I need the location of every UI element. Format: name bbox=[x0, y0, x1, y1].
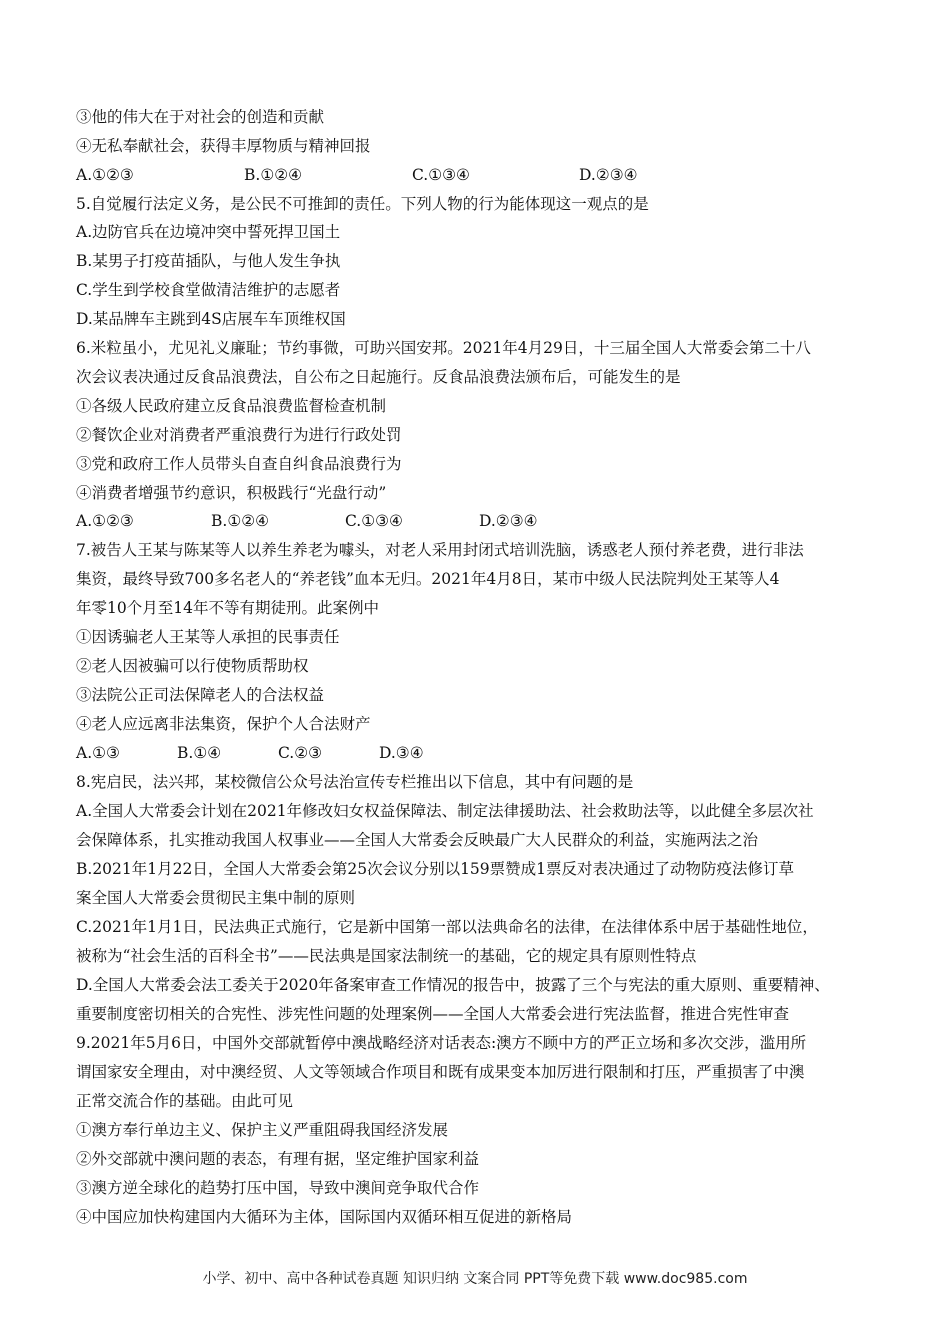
q8-line: B.2021年1月22日，全国人大常委会第25次会议分别以159票赞成1票反对表决通过了动物防疫法修订草 bbox=[76, 860, 795, 878]
q7-item: ③法院公正司法保障老人的合法权益 bbox=[76, 686, 325, 704]
q6-option-d: D.②③④ bbox=[479, 512, 538, 530]
q8-line: 会保障体系，扎实推动我国人权事业——全国人大常委会反映最广大人民群众的利益，实施两法之治 bbox=[76, 831, 759, 849]
q7-item: ④老人应远离非法集资，保护个人合法财产 bbox=[76, 715, 371, 733]
q7-options bbox=[76, 743, 876, 763]
q8-line: 被称为“社会生活的百科全书”——民法典是国家法制统一的基础，它的规定具有原则性特点 bbox=[76, 947, 697, 965]
q9-item: ③澳方逆全球化的趋势打压中国，导致中澳间竞争取代合作 bbox=[76, 1179, 480, 1197]
page-footer: 小学、初中、高中各种试卷真题 知识归纳 文案合同 PPT等免费下载 www.doc985.com bbox=[202, 1271, 748, 1287]
q8-line: A.全国人大常委会计划在2021年修改妇女权益保障法、制定法律援助法、社会救助法等，以此健全多层次社 bbox=[76, 802, 814, 820]
q7-stem-line: 7.被告人王某与陈某等人以养生养老为噱头，对老人采用封闭式培训洗脑，诱惑老人预付养老费，进行非法 bbox=[76, 541, 804, 559]
q7-option-c: C.②③ bbox=[278, 744, 323, 762]
q6-item: ①各级人民政府建立反食品浪费监督检查机制 bbox=[76, 397, 387, 415]
q4-option-d: D.②③④ bbox=[579, 166, 638, 184]
q6-option-a: A.①②③ bbox=[76, 512, 134, 530]
q6-item: ③党和政府工作人员带头自查自纠食品浪费行为 bbox=[76, 455, 402, 473]
q4-option-b: B.①②④ bbox=[244, 166, 303, 184]
q6-item: ④消费者增强节约意识，积极践行“光盘行动” bbox=[76, 484, 387, 502]
q9-item: ④中国应加快构建国内大循环为主体，国际国内双循环相互促进的新格局 bbox=[76, 1208, 573, 1226]
q6-item: ②餐饮企业对消费者严重浪费行为进行行政处罚 bbox=[76, 426, 402, 444]
q8-line: 案全国人大常委会贯彻民主集中制的原则 bbox=[76, 889, 356, 907]
q4-option-c: C.①③④ bbox=[412, 166, 470, 184]
q9-stem-line: 谓国家安全理由，对中澳经贸、人文等领域合作项目和既有成果变本加厉进行限制和打压，严重损害了中澳 bbox=[76, 1063, 805, 1081]
q9-item: ①澳方奉行单边主义、保护主义严重阻碍我国经济发展 bbox=[76, 1121, 449, 1139]
q5-option-c: C.学生到学校食堂做清洁维护的志愿者 bbox=[76, 281, 341, 299]
q5-option-d: D.某品牌车主跳到4S店展车车顶维权国 bbox=[76, 310, 346, 328]
q6-option-c: C.①③④ bbox=[345, 512, 403, 530]
q5-option-a: A.边防官兵在边境冲突中誓死捍卫国土 bbox=[76, 223, 341, 241]
q4-item-3: ③他的伟大在于对社会的创造和贡献 bbox=[76, 108, 325, 126]
q7-stem-line: 集资，最终导致700多名老人的“养老钱”血本无归。2021年4月8日，某市中级人民法院判处王某等人4 bbox=[76, 570, 780, 588]
q7-item: ①因诱骗老人王某等人承担的民事责任 bbox=[76, 628, 340, 646]
q8-line: C.2021年1月1日，民法典正式施行，它是新中国第一部以法典命名的法律，在法律体系中居于基础性地位， bbox=[76, 918, 818, 936]
q8-stem: 8.宪启民，法兴邦，某校微信公众号法治宣传专栏推出以下信息，其中有问题的是 bbox=[76, 773, 634, 791]
q4-item-4: ④无私奉献社会，获得丰厚物质与精神回报 bbox=[76, 137, 371, 155]
q6-option-b: B.①②④ bbox=[211, 512, 270, 530]
q9-stem-line: 9.2021年5月6日，中国外交部就暂停中澳战略经济对话表态:澳方不顾中方的严正立场和多次交涉，滥用所 bbox=[76, 1034, 807, 1052]
q4-option-a: A.①②③ bbox=[76, 166, 134, 184]
q9-stem-line: 正常交流合作的基础。由此可见 bbox=[76, 1092, 294, 1110]
q7-option-b: B.①④ bbox=[177, 744, 222, 762]
q8-line: 重要制度密切相关的合宪性、涉宪性问题的处理案例——全国人大常委会进行宪法监督，推进合宪性审查 bbox=[76, 1005, 790, 1023]
q4-options bbox=[76, 165, 876, 185]
q7-option-a: A.①③ bbox=[76, 744, 120, 762]
q7-stem-line: 年零10个月至14年不等有期徒刑。此案例中 bbox=[76, 599, 379, 617]
q7-item: ②老人因被骗可以行使物质帮助权 bbox=[76, 657, 309, 675]
q7-option-d: D.③④ bbox=[379, 744, 424, 762]
q6-stem-line: 6.米粒虽小，尤见礼义廉耻；节约事微，可助兴国安邦。2021年4月29日，十三届全国人大常委会第二十八 bbox=[76, 339, 811, 357]
q6-stem-line: 次会议表决通过反食品浪费法，自公布之日起施行。反食品浪费法颁布后，可能发生的是 bbox=[76, 368, 681, 386]
q9-item: ②外交部就中澳问题的表态，有理有据，坚定维护国家利益 bbox=[76, 1150, 480, 1168]
q8-line: D.全国人大常委会法工委关于2020年备案审查工作情况的报告中，披露了三个与宪法的重大原则、重要精神、 bbox=[76, 976, 830, 994]
q5-stem: 5.自觉履行法定义务，是公民不可推卸的责任。下列人物的行为能体现这一观点的是 bbox=[76, 195, 649, 213]
q6-options bbox=[76, 511, 876, 531]
q5-option-b: B.某男子打疫苗插队，与他人发生争执 bbox=[76, 252, 341, 270]
